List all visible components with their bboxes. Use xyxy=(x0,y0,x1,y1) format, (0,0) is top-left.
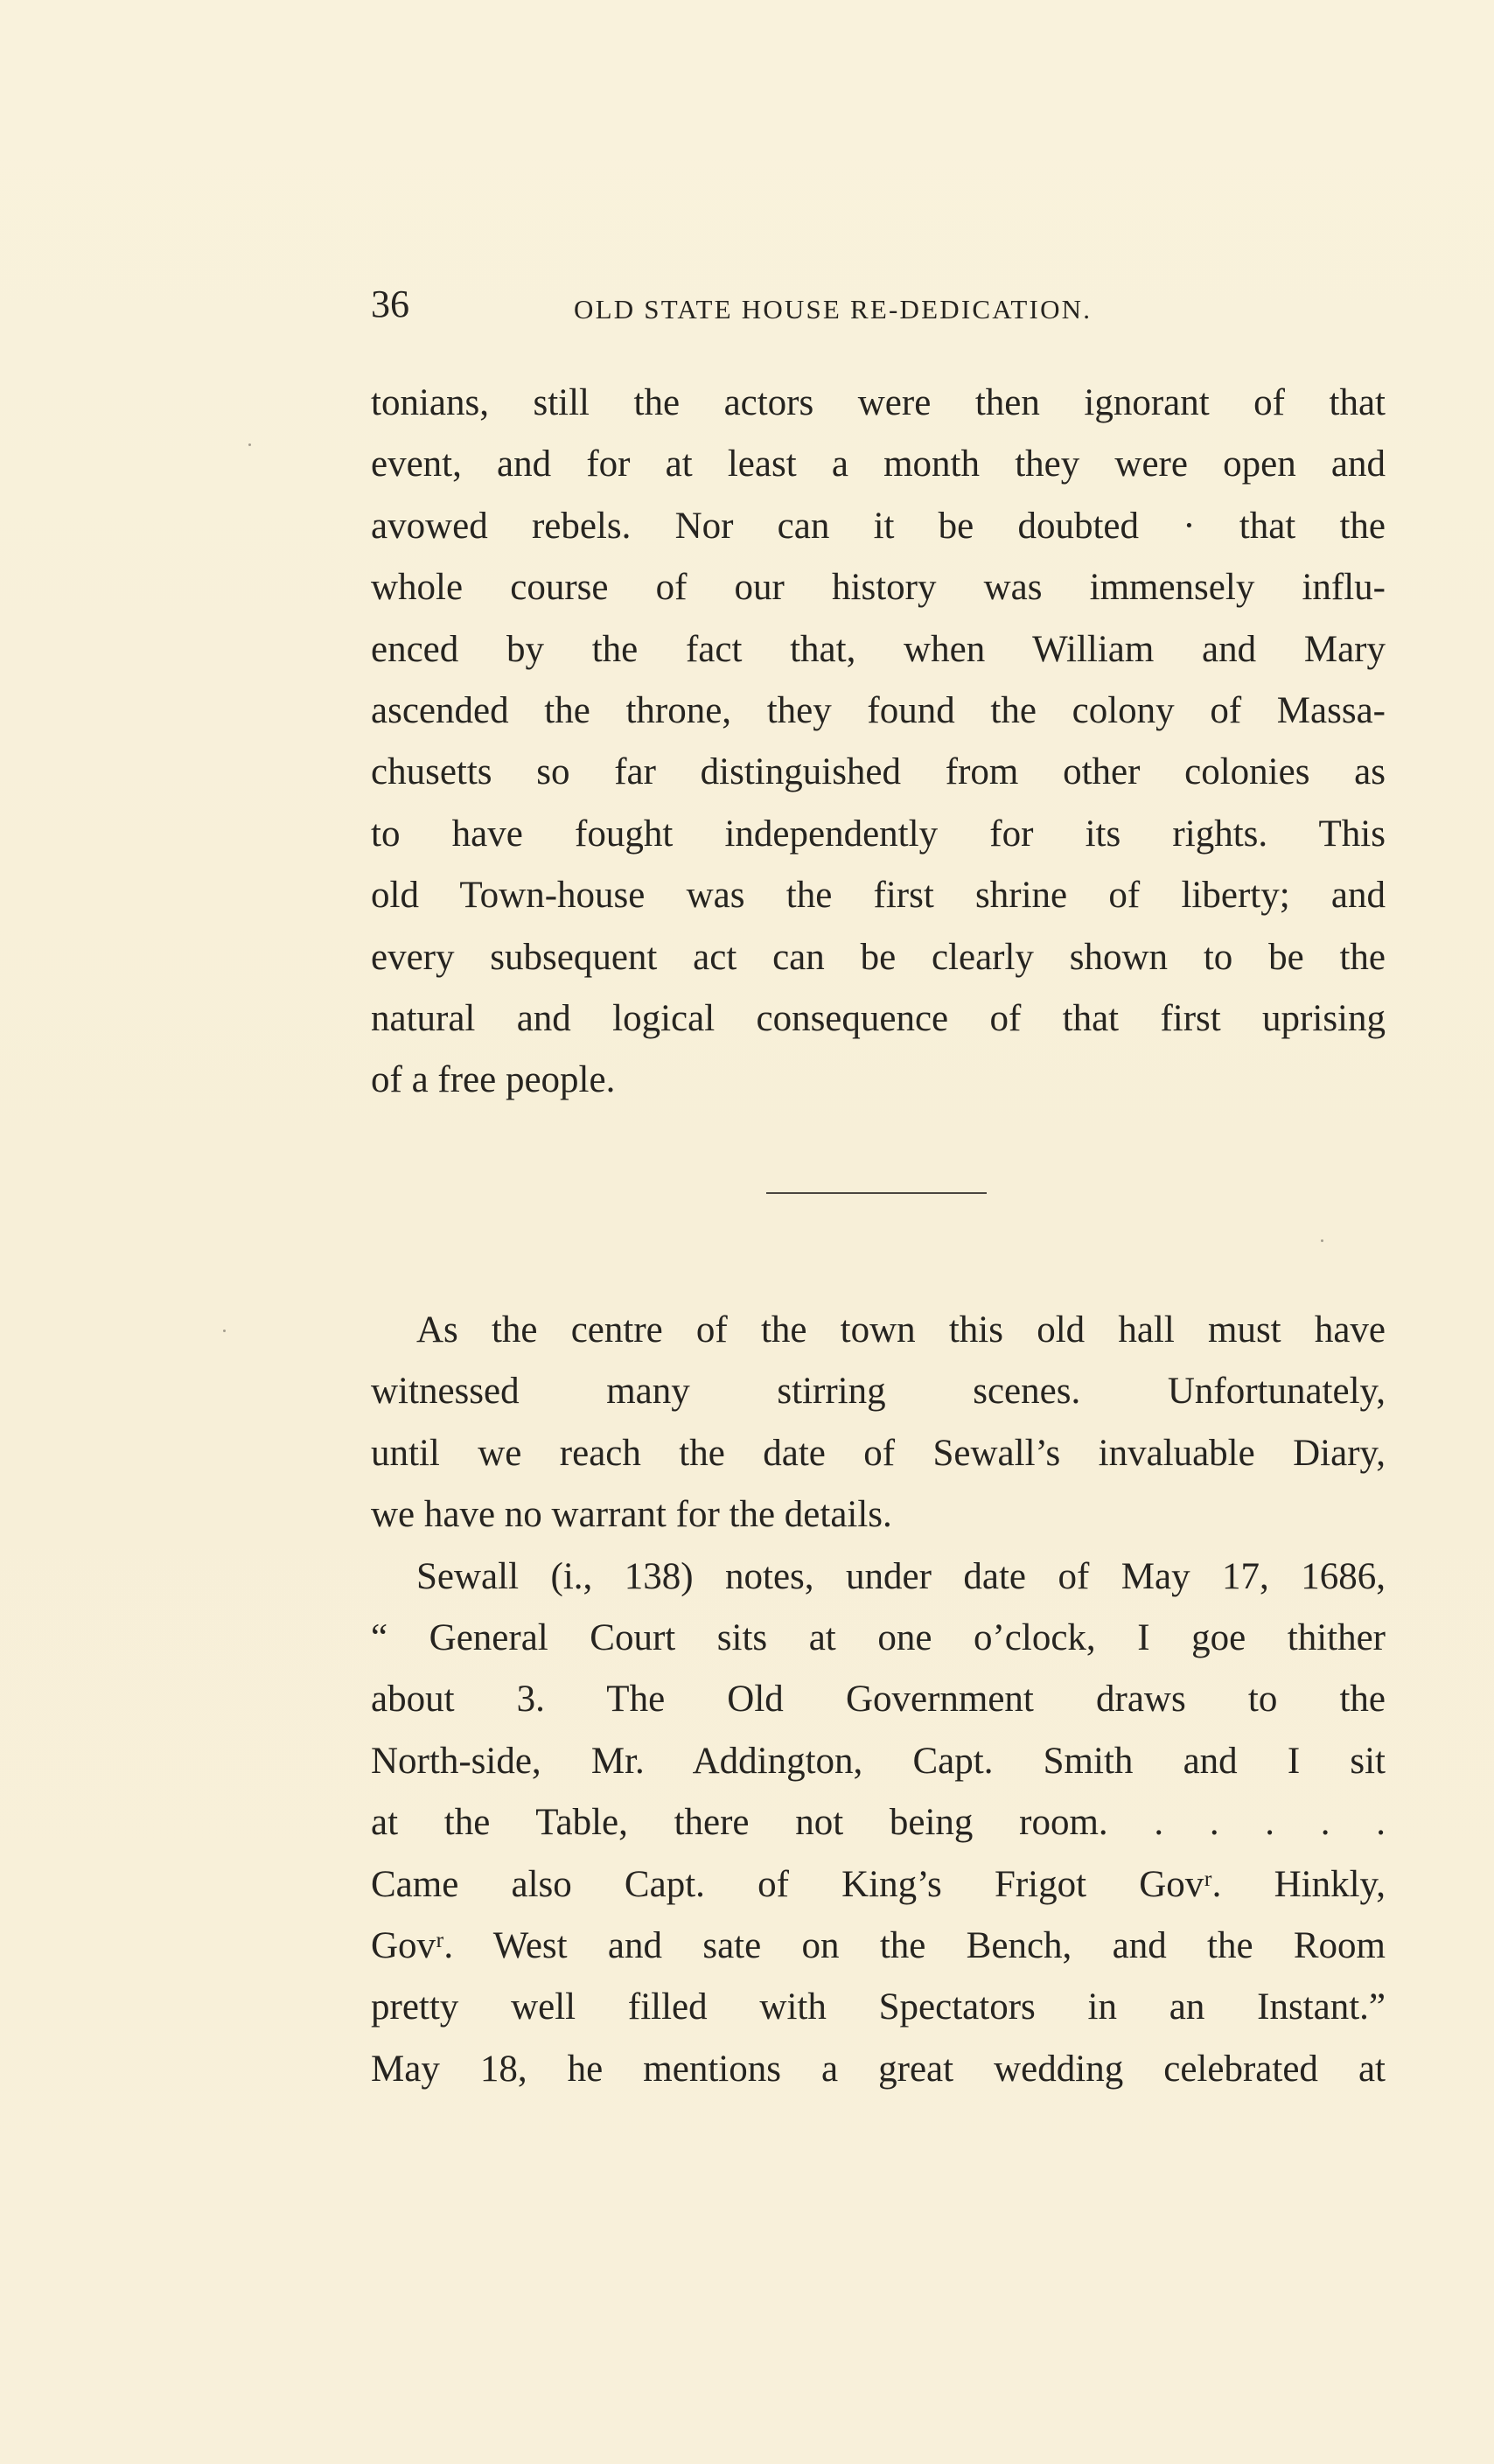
text-line: of a free people. xyxy=(371,1059,616,1101)
text-line: pretty well filled with Spectators in an Instant.” xyxy=(371,1986,1386,2028)
text-line: at the Table, there not being room. . . . . . xyxy=(371,1802,1386,1844)
text-line: North-side, Mr. Addington, Capt. Smith and I sit xyxy=(371,1740,1386,1782)
text-line: to have fought independently for its rights. This xyxy=(371,813,1386,855)
text-line: tonians, still the actors were then ignorant of that xyxy=(371,382,1386,423)
text-line: witnessed many stirring scenes. Unfortunately, xyxy=(371,1371,1386,1413)
text-line: event, and for at least a month they were open and xyxy=(371,443,1386,485)
paragraph-1 xyxy=(371,373,1386,1112)
text-line: about 3. The Old Government draws to the xyxy=(371,1679,1386,1721)
running-title: OLD STATE HOUSE RE-DEDICATION. xyxy=(574,294,1093,325)
text-line: we have no warrant for the details. xyxy=(371,1494,892,1536)
section-divider xyxy=(766,1192,987,1194)
page-speck xyxy=(1321,1239,1323,1242)
text-line: Govʳ. West and sate on the Bench, and the Room xyxy=(371,1924,1386,1966)
page-speck xyxy=(248,443,251,446)
text-line: “ General Court sits at one o’clock, I goe thither xyxy=(371,1616,1386,1658)
text-line: Sewall (i., 138) notes, under date of May 17, 1686, xyxy=(416,1555,1386,1597)
text-line: As the centre of the town this old hall must have xyxy=(416,1309,1386,1351)
text-line: until we reach the date of Sewall’s invaluable Diary, xyxy=(371,1432,1386,1474)
text-line: natural and logical consequence of that first uprising xyxy=(371,997,1386,1039)
text-line: chusetts so far distinguished from other colonies as xyxy=(371,751,1386,793)
text-line: every subsequent act can be clearly shown to be the xyxy=(371,936,1386,978)
text-line: enced by the fact that, when William and Mary xyxy=(371,628,1386,670)
text-line: ascended the throne, they found the colony of Massa- xyxy=(371,689,1386,731)
text-line: old Town-house was the first shrine of liberty; and xyxy=(371,875,1386,917)
text-line: Came also Capt. of King’s Frigot Govʳ. Hinkly, xyxy=(371,1863,1386,1905)
paragraph-2-and-3 xyxy=(371,1300,1386,2100)
page-header xyxy=(371,278,1386,331)
text-line: whole course of our history was immensely influ- xyxy=(371,567,1386,609)
text-line: avowed rebels. Nor can it be doubted · that the xyxy=(371,505,1386,547)
page-speck xyxy=(223,1330,226,1332)
page-number: 36 xyxy=(371,283,409,325)
text-line: May 18, he mentions a great wedding celebrated at xyxy=(371,2048,1386,2090)
